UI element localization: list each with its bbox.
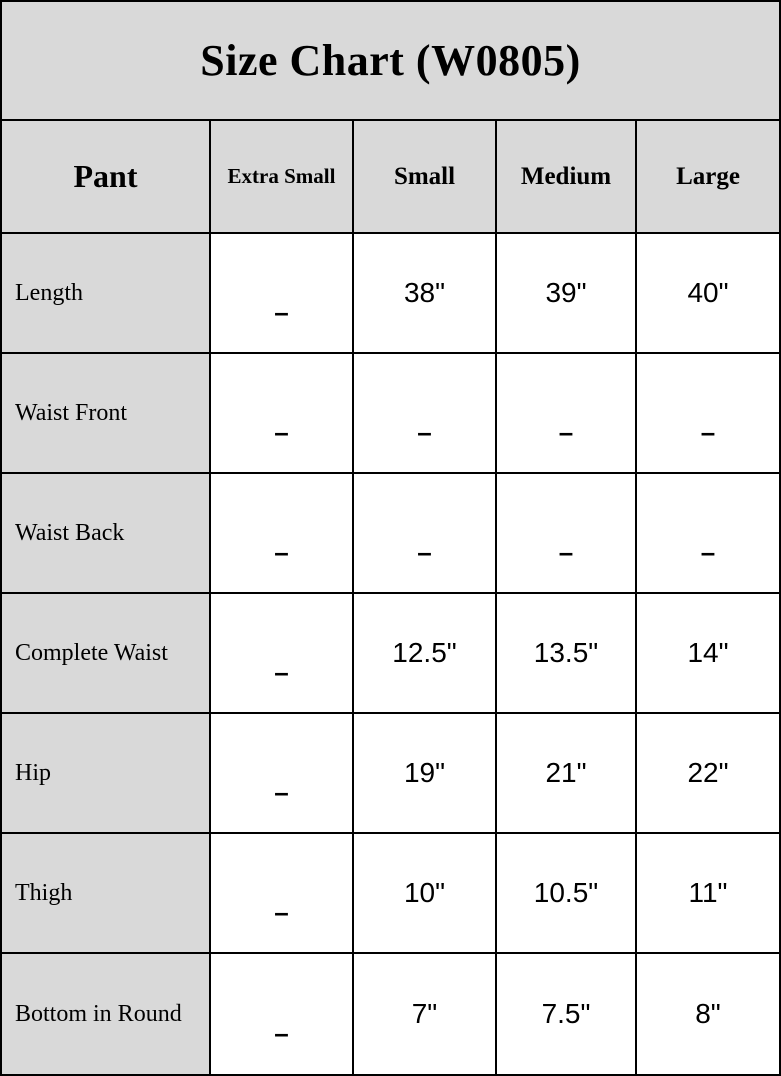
column-header-large: Large — [637, 121, 779, 234]
size-value: – — [700, 416, 716, 447]
size-value: – — [417, 536, 432, 567]
column-header-extra-small: Extra Small — [211, 121, 354, 234]
table-cell — [211, 834, 354, 954]
table-row-waist-back — [2, 474, 779, 594]
table-row-waist-front — [2, 354, 779, 474]
size-value: 14" — [687, 637, 729, 668]
size-value: 13.5" — [533, 637, 599, 668]
table-cell — [637, 834, 779, 954]
table-cell — [497, 594, 637, 714]
table-cell — [354, 834, 497, 954]
size-value: – — [274, 656, 289, 687]
row-label: Hip — [2, 714, 211, 834]
table-cell — [211, 594, 354, 714]
table-cell — [497, 714, 637, 834]
size-value: 39" — [545, 277, 587, 308]
size-value: 8" — [695, 998, 721, 1029]
table-cell — [354, 474, 497, 594]
table-cell — [497, 954, 637, 1074]
table-cell — [637, 714, 779, 834]
size-value: – — [274, 1017, 289, 1048]
size-value: – — [274, 776, 289, 807]
size-value: 40" — [687, 277, 729, 308]
size-value: 19" — [403, 757, 446, 788]
size-value: 7" — [411, 998, 438, 1029]
table-cell — [497, 354, 637, 474]
table-cell — [211, 714, 354, 834]
table-cell — [211, 354, 354, 474]
size-value: – — [274, 896, 289, 927]
table-row-thigh — [2, 834, 779, 954]
size-value: 38" — [403, 277, 446, 308]
size-value: 21" — [545, 757, 587, 788]
size-value: – — [274, 296, 289, 327]
size-value: 10" — [403, 877, 446, 908]
size-value: – — [558, 536, 574, 567]
table-cell — [354, 234, 497, 354]
size-value: – — [274, 416, 289, 447]
table-cell — [637, 354, 779, 474]
table-cell — [637, 474, 779, 594]
table-cell — [211, 234, 354, 354]
row-label: Waist Back — [2, 474, 211, 594]
table-cell — [637, 954, 779, 1074]
table-cell — [354, 354, 497, 474]
table-cell — [497, 834, 637, 954]
table-cell — [354, 714, 497, 834]
size-value: 11" — [688, 877, 728, 908]
table-row-complete-waist — [2, 594, 779, 714]
size-value: 7.5" — [541, 998, 591, 1029]
table-row-hip — [2, 714, 779, 834]
row-label: Complete Waist — [2, 594, 211, 714]
size-value: 10.5" — [533, 877, 599, 908]
chart-title: Size Chart (W0805) — [2, 2, 779, 121]
table-cell — [354, 954, 497, 1074]
table-cell — [497, 234, 637, 354]
column-header-medium: Medium — [497, 121, 637, 234]
table-cell — [637, 234, 779, 354]
size-value: – — [274, 536, 289, 567]
table-row-bottom-in-round — [2, 954, 779, 1074]
row-label: Bottom in Round — [2, 954, 211, 1074]
row-label: Length — [2, 234, 211, 354]
column-header-small: Small — [354, 121, 497, 234]
table-cell — [354, 594, 497, 714]
size-value: – — [417, 416, 432, 447]
table-cell — [637, 594, 779, 714]
row-label: Waist Front — [2, 354, 211, 474]
table-cell — [211, 954, 354, 1074]
table-row-length — [2, 234, 779, 354]
header-row — [2, 121, 779, 234]
row-label: Thigh — [2, 834, 211, 954]
table-cell — [211, 474, 354, 594]
size-value: – — [558, 416, 574, 447]
size-value: 22" — [687, 757, 729, 788]
corner-header-pant: Pant — [2, 121, 211, 234]
table-cell — [497, 474, 637, 594]
size-value: – — [700, 536, 716, 567]
size-value: 12.5" — [392, 637, 457, 668]
